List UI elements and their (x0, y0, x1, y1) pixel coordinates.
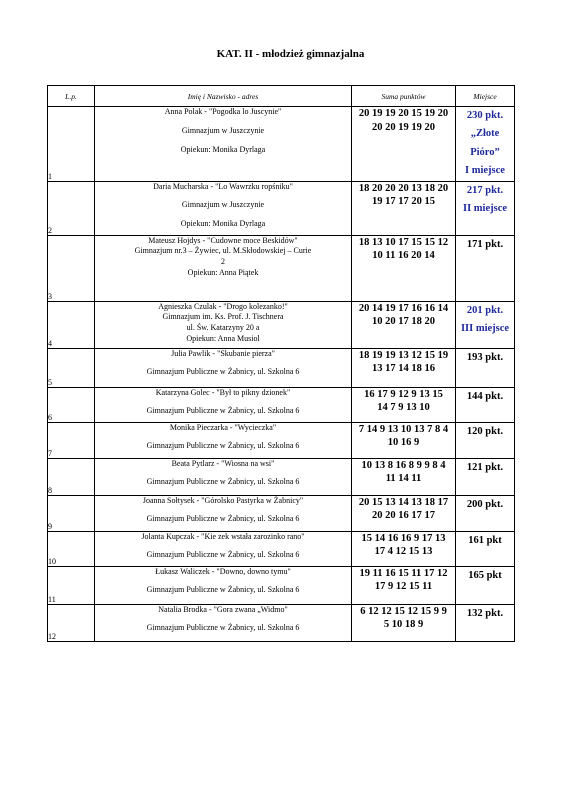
table-row (48, 387, 515, 422)
row-number: 12 (48, 604, 95, 641)
participant-cell (95, 422, 352, 458)
points-total: 161 pkt (468, 534, 502, 546)
participant-detail: Gimnazjum Publiczne w Żabnicy, ul. Szkolna 6 (146, 623, 300, 633)
participant-detail: 2 (221, 257, 225, 267)
place-cell (456, 235, 515, 301)
participant-title: Julia Pawlik - "Skubanie pierza" (171, 348, 275, 358)
score-line: 10 11 16 20 14 (372, 250, 435, 262)
participant-cell (95, 531, 352, 566)
column-header-place: Miejsce (456, 86, 515, 107)
score-cell (352, 495, 456, 531)
participant-cell (95, 566, 352, 604)
participant-cell (95, 235, 352, 301)
participant-cell (95, 458, 352, 495)
score-cell (352, 301, 456, 348)
participant-title: Jolanta Kupczak - "Kie zek wstała zarozinko rano" (141, 531, 305, 541)
participant-title: Mateusz Hojdys - "Cudowne moce Beskidów" (148, 235, 298, 245)
participant-detail: Gimnazjum Publiczne w Żabnicy, ul. Szkolna 6 (146, 406, 300, 416)
place-cell (456, 458, 515, 495)
score-line: 16 17 9 12 9 13 15 (364, 388, 443, 400)
table-row (48, 422, 515, 458)
score-line: 7 14 9 13 10 13 7 8 4 (358, 423, 449, 435)
participant-title: Beata Pytlarz - "Wiosna na wsi" (171, 458, 275, 468)
place-cell (456, 107, 515, 182)
points-total: 165 pkt (468, 569, 502, 581)
score-cell (352, 531, 456, 566)
participant-detail: Gimnazjum w Juszczynie (181, 125, 265, 135)
place-cell (456, 422, 515, 458)
score-line: 10 20 17 18 20 (372, 316, 435, 328)
row-number: 3 (48, 235, 95, 301)
participant-detail: Opiekun: Anna Piątek (187, 267, 259, 277)
table-row (48, 458, 515, 495)
participant-cell (95, 107, 352, 182)
column-header-lp: L.p. (48, 86, 95, 107)
participant-title: Łukasz Waliczek - "Downo, downo tymu" (155, 566, 291, 576)
participant-detail: Opiekun: Monika Dyrlaga (180, 219, 266, 229)
place-cell (456, 566, 515, 604)
score-cell (352, 604, 456, 641)
row-number: 7 (48, 422, 95, 458)
participant-cell (95, 604, 352, 641)
participant-cell (95, 387, 352, 422)
score-line: 6 12 12 15 12 15 9 9 (360, 605, 447, 617)
score-line: 10 13 8 16 8 9 9 8 4 (361, 459, 446, 471)
score-line: 15 14 16 16 9 17 13 (361, 532, 446, 544)
score-line: 17 9 12 15 11 (374, 581, 433, 593)
row-number: 6 (48, 387, 95, 422)
row-number: 11 (48, 566, 95, 604)
participant-detail: Gimnazjum im. Ks. Prof. J. Tischnera (162, 312, 284, 322)
place-cell (456, 495, 515, 531)
points-total: 132 pkt. (466, 607, 504, 619)
place-cell (456, 301, 515, 348)
participant-cell (95, 348, 352, 387)
points-total: 230 pkt. (466, 110, 504, 121)
score-line: 19 11 16 15 11 17 12 (359, 567, 448, 579)
points-total: 200 pkt. (466, 498, 504, 510)
table-row (48, 181, 515, 235)
score-line: 10 16 9 (387, 437, 420, 449)
participant-title: Joanna Sołtysek - "Górolsko Pastyrka w Żabnicy" (142, 495, 304, 505)
participant-detail: Gimnazjum Publiczne w Żabnicy, ul. Szkolna 6 (146, 441, 300, 451)
table-row (48, 495, 515, 531)
row-number: 9 (48, 495, 95, 531)
points-total: 121 pkt. (466, 461, 504, 473)
row-number: 10 (48, 531, 95, 566)
score-line: 14 7 9 13 10 (377, 402, 430, 414)
participant-detail: Gimnazjum Publiczne w Żabnicy, ul. Szkolna 6 (146, 550, 300, 560)
award-label: „Złote Pióro” (470, 128, 500, 158)
place-cell (456, 604, 515, 641)
row-number: 1 (48, 107, 95, 182)
row-number: 5 (48, 348, 95, 387)
place-cell (456, 348, 515, 387)
participant-title: Agnieszka Czulak - "Drogo kolezanko!" (158, 301, 288, 311)
score-line: 5 10 18 9 (383, 619, 424, 631)
table-row (48, 348, 515, 387)
points-total: 201 pkt. (466, 304, 504, 316)
place-cell (456, 531, 515, 566)
score-line: 20 14 19 17 16 16 14 (358, 302, 449, 314)
points-total: 171 pkt. (466, 238, 504, 250)
table-row (48, 107, 515, 182)
score-cell (352, 348, 456, 387)
score-cell (352, 458, 456, 495)
participant-detail: Gimnazjum Publiczne w Żabnicy, ul. Szkolna 6 (146, 477, 300, 487)
table-row (48, 301, 515, 348)
participant-title: Natalia Brodka - "Gora zwana „Widmo" (158, 604, 288, 614)
score-line: 11 14 11 (385, 473, 422, 485)
points-total: 120 pkt. (466, 425, 504, 437)
table-row (48, 566, 515, 604)
score-line: 20 15 13 14 13 18 17 (358, 496, 449, 508)
score-line: 18 19 19 13 12 15 19 (358, 349, 449, 361)
participant-detail: Opiekun: Anna Musiol (186, 333, 260, 343)
award-label: I miejsce (465, 165, 505, 177)
score-cell (352, 566, 456, 604)
score-line: 18 20 20 20 13 18 20 (358, 182, 449, 194)
participant-detail: ul. Św. Katarzyny 20 a (186, 323, 260, 333)
row-number: 8 (48, 458, 95, 495)
document-title: KAT. II - młodzież gimnazjalna (216, 48, 365, 60)
participant-detail: Gimnazjum w Juszczynie (181, 200, 265, 210)
row-number: 4 (48, 301, 95, 348)
table-header-row (48, 86, 515, 107)
place-cell (456, 181, 515, 235)
score-line: 13 17 14 18 16 (372, 363, 435, 375)
participant-detail: Opiekun: Monika Dyrlaga (180, 144, 266, 154)
score-cell (352, 107, 456, 182)
points-total: 193 pkt. (466, 351, 504, 363)
participant-cell (95, 301, 352, 348)
participant-detail: Gimnazjum nr.3 – Żywiec, ul. M.Skłodowskiej – Curie (134, 246, 312, 256)
row-number: 2 (48, 181, 95, 235)
participant-cell (95, 181, 352, 235)
award-label: II miejsce (462, 202, 508, 214)
results-table (47, 85, 515, 642)
participant-title: Anna Polak - "Pogodka lo Juscynie" (164, 107, 282, 116)
points-total: 217 pkt. (466, 184, 504, 196)
score-line: 17 4 12 15 13 (374, 546, 433, 558)
participant-detail: Gimnazjum Publiczne w Żabnicy, ul. Szkolna 6 (146, 514, 300, 524)
participant-title: Daria Mucharska - "Lo Wawrzku ropśniku" (153, 181, 293, 191)
score-cell (352, 387, 456, 422)
score-cell (352, 422, 456, 458)
column-header-score: Suma punktów (352, 86, 456, 107)
participant-detail: Gimnazjum Publiczne w Żabnicy, ul. Szkolna 6 (146, 585, 300, 595)
place-cell (456, 387, 515, 422)
score-line: 18 13 10 17 15 15 12 (358, 236, 449, 248)
column-header-name: Imię i Nazwisko - adres (95, 86, 352, 107)
table-row (48, 235, 515, 301)
participant-detail: Gimnazjum Publiczne w Żabnicy, ul. Szkolna 6 (146, 367, 300, 377)
score-line: 20 19 19 20 15 19 20 (358, 108, 449, 119)
score-line: 20 20 19 19 20 (372, 121, 435, 133)
score-line: 19 17 17 20 15 (372, 196, 435, 208)
participant-title: Monika Pieczarka - "Wycieczka" (169, 422, 277, 432)
participant-title: Katarzyna Golec - "Był to pikny dzionek" (155, 387, 291, 397)
table-row (48, 604, 515, 641)
points-total: 144 pkt. (466, 390, 504, 402)
score-line: 20 20 16 17 17 (372, 510, 435, 522)
award-label: III miejsce (460, 322, 510, 334)
participant-cell (95, 495, 352, 531)
score-cell (352, 181, 456, 235)
table-row (48, 531, 515, 566)
score-cell (352, 235, 456, 301)
